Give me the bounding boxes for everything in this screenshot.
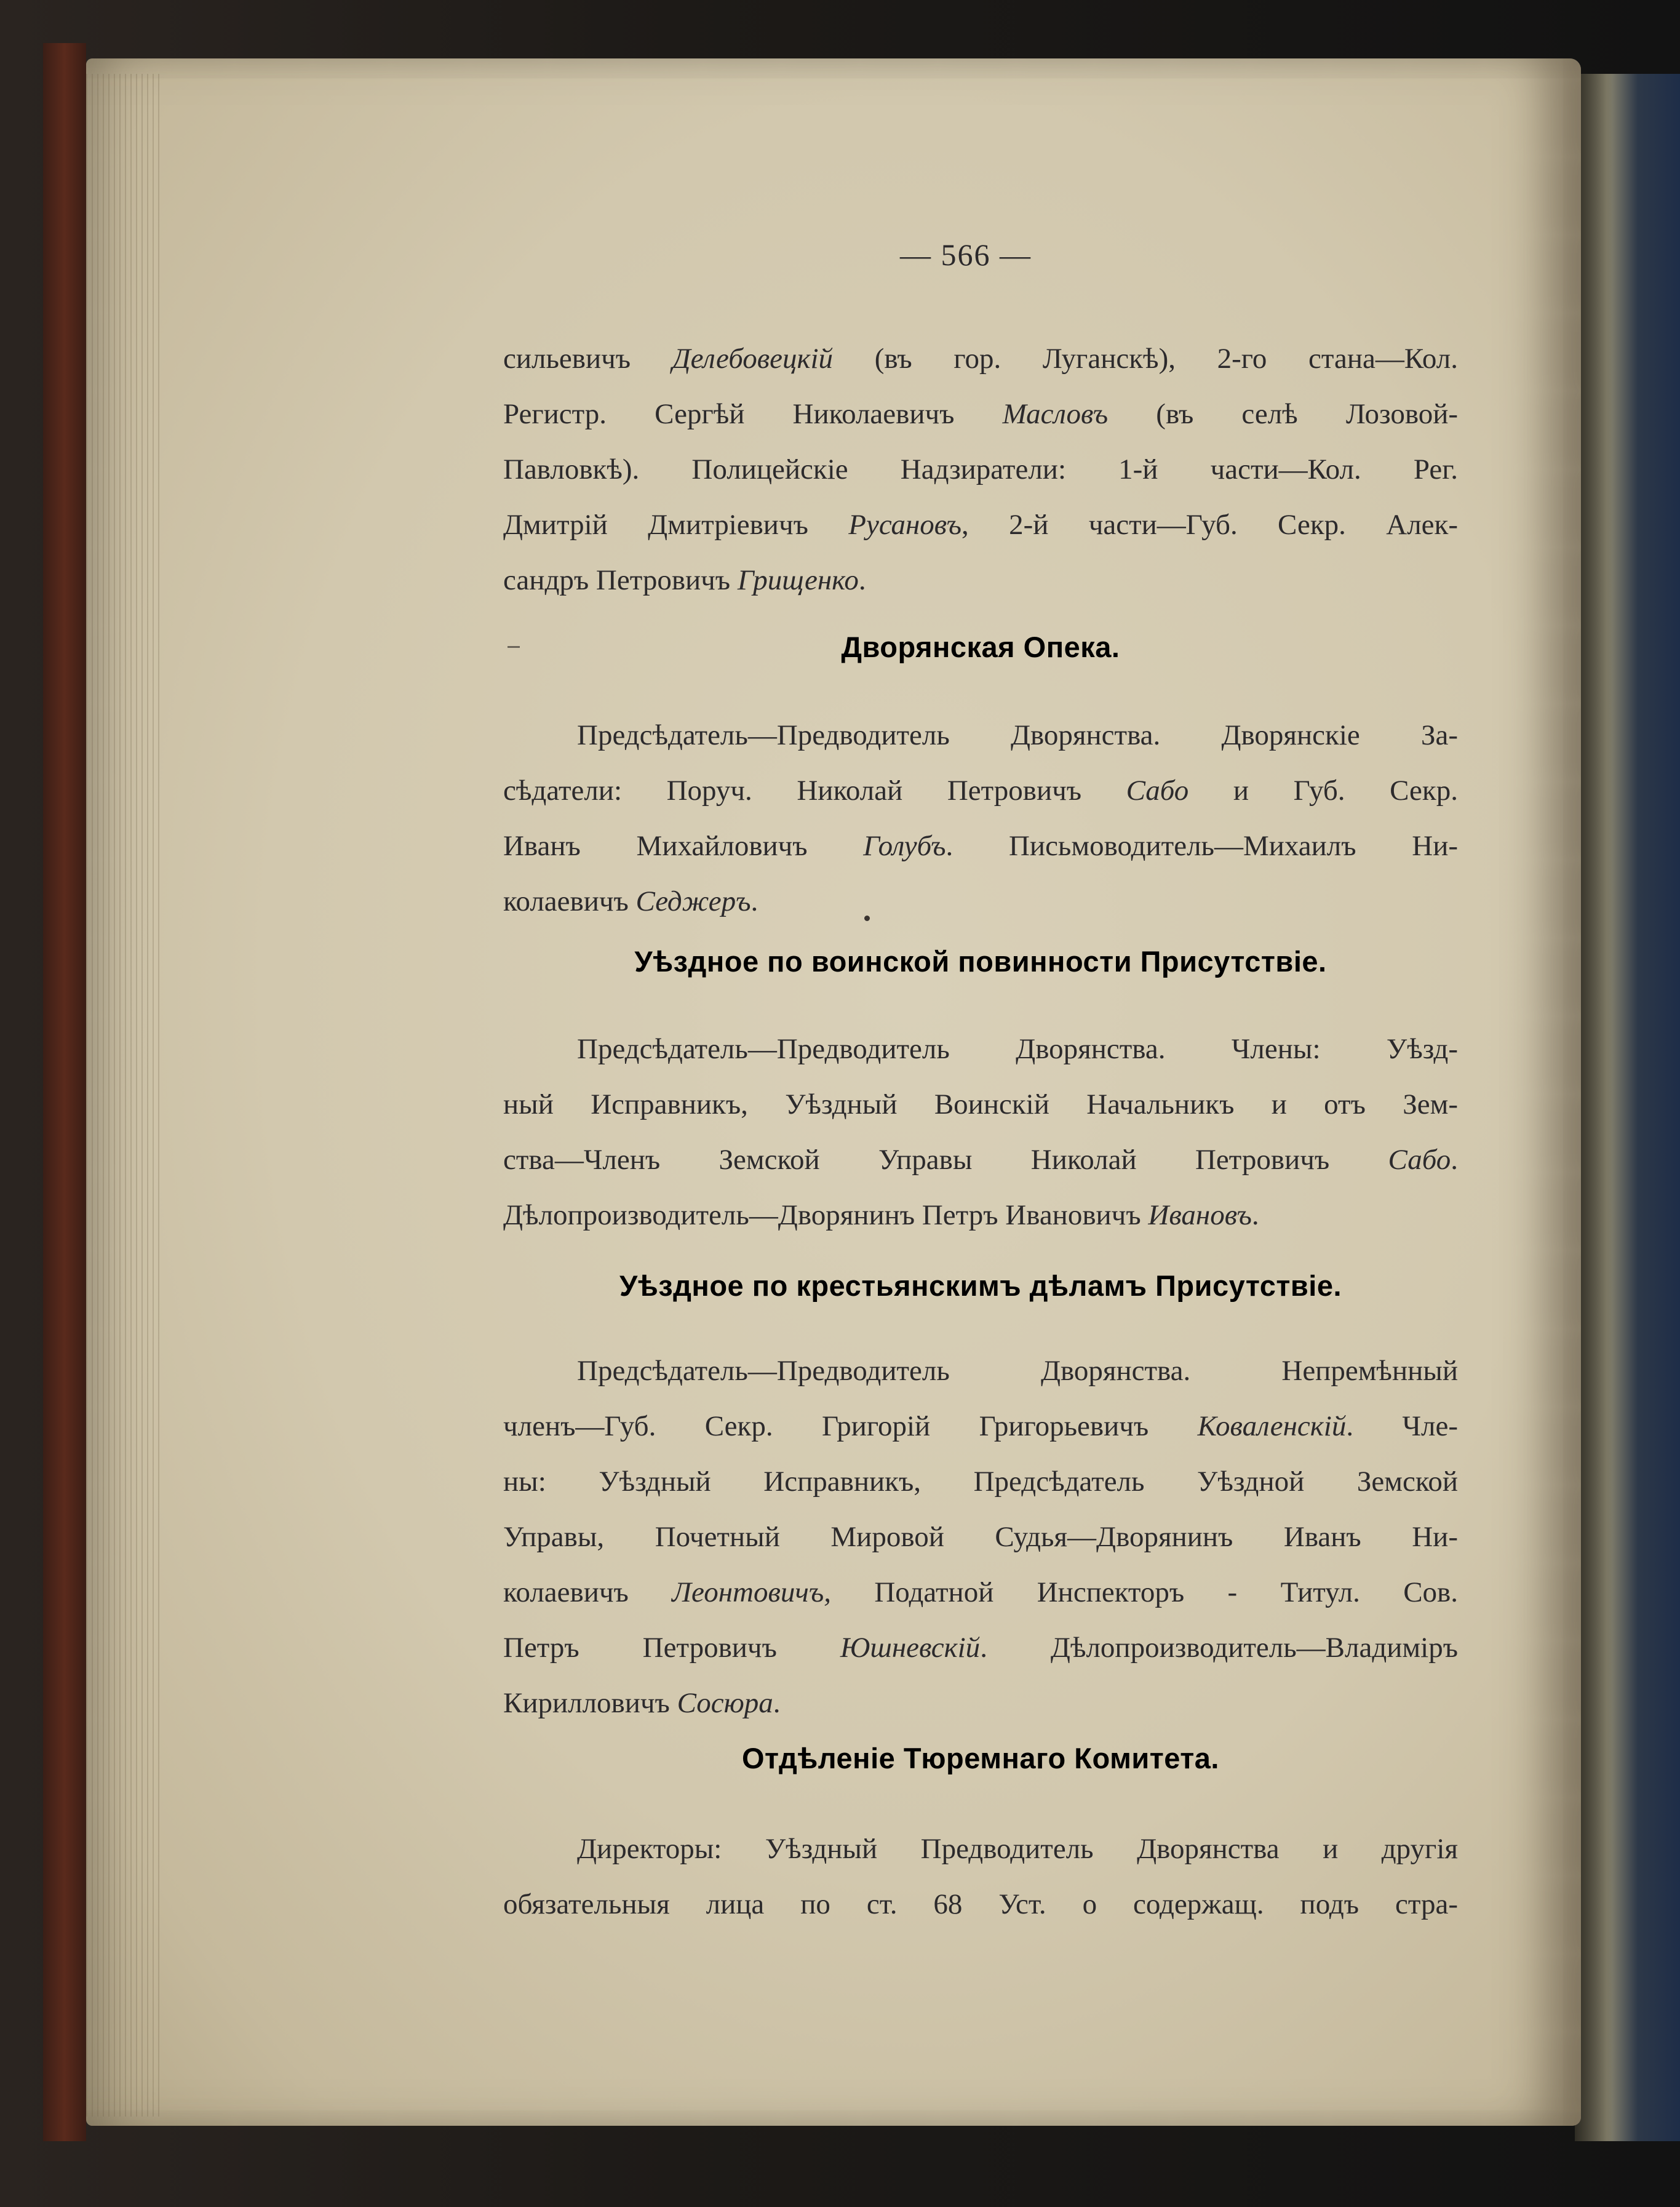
paragraph-police: [503, 331, 1458, 608]
book-edge-right: [1575, 74, 1680, 2141]
text-line: Регистр. Сергѣй Николаевичъ Масловъ (въ селѣ Лозовой-: [503, 398, 1459, 430]
page-leaves: [86, 74, 160, 2117]
text-line: членъ—Губ. Секр. Григорій Григорьевичъ Коваленскій. Чле-: [503, 1410, 1458, 1442]
book-cover-left: [43, 43, 86, 2141]
text-line: ный Исправникъ, Уѣздный Воинскій Начальникъ и отъ Зем-: [503, 1088, 1458, 1120]
text-line: ны: Уѣздный Исправникъ, Предсѣдатель Уѣздной Земской: [503, 1466, 1458, 1498]
text-line: Дмитрій Дмитріевичъ Русановъ, 2-й части—Губ. Секр. Алек-: [503, 509, 1458, 541]
paragraph-noble-guardianship: [503, 708, 1458, 929]
text-line: обязательныя лица по ст. 68 Уст. о содержащ. подъ стра-: [503, 1888, 1458, 1920]
text-line: Предсѣдатель—Предводитель Дворянства. Дворянскіе За-: [577, 719, 1458, 751]
heading-military-service: [503, 944, 1458, 978]
text-line: колаевичъ Леонтовичъ, Податной Инспекторъ - Титул. Сов.: [503, 1576, 1458, 1608]
text-line: Предсѣдатель—Предводитель Дворянства. Непремѣнный: [577, 1355, 1458, 1387]
heading-peasant-affairs: [503, 1269, 1458, 1303]
text-line: Петръ Петровичъ Юшневскій. Дѣлопроизводитель—Владиміръ: [503, 1632, 1458, 1664]
paragraph-prison-committee: [503, 1821, 1458, 1932]
text-line: Павловкѣ). Полицейскіе Надзиратели: 1-й части—Кол. Рег.: [503, 453, 1458, 485]
text-line: сѣдатели: Поруч. Николай Петровичъ Сабо и Губ. Секр.: [503, 775, 1458, 807]
text-line: ства—Членъ Земской Управы Николай Петровичъ Сабо.: [503, 1144, 1458, 1176]
paragraph-military-service: [503, 1021, 1458, 1243]
page-number: — 566 —: [900, 237, 1032, 272]
text-line: сильевичъ Делебовецкій (въ гор. Луганскѣ), 2-го стана—Кол.: [503, 343, 1458, 375]
section-heading: Дворянская Опека.: [841, 631, 1120, 663]
text-line: Предсѣдатель—Предводитель Дворянства. Члены: Уѣзд-: [577, 1033, 1458, 1065]
text-line: Кирилловичъ Сосюра.: [503, 1687, 781, 1719]
heading-prison-committee: [503, 1741, 1458, 1775]
section-heading: Уѣздное по крестьянскимъ дѣламъ Присутствіе.: [619, 1269, 1342, 1302]
text-line: сандръ Петровичъ Грищенко.: [503, 564, 866, 596]
text-line: Дѣлопроизводитель—Дворянинъ Петръ Ивановичъ Ивановъ.: [503, 1199, 1259, 1231]
heading-noble-guardianship: [503, 630, 1458, 664]
section-heading: Уѣздное по воинской повинности Присутствіе.: [634, 945, 1327, 978]
ink-dot: [864, 916, 870, 921]
section-heading: Отдѣленіе Тюремнаго Комитета.: [741, 1742, 1219, 1774]
text-line: Управы, Почетный Мировой Судья—Дворянинъ Иванъ Ни-: [503, 1521, 1458, 1553]
text-line: Иванъ Михайловичъ Голубъ. Письмоводитель—Михаилъ Ни-: [503, 830, 1459, 862]
text-line: Директоры: Уѣздный Предводитель Дворянства и другія: [577, 1833, 1458, 1865]
text-line: колаевичъ Седжеръ.: [503, 885, 758, 917]
paragraph-peasant-affairs: [503, 1343, 1458, 1731]
